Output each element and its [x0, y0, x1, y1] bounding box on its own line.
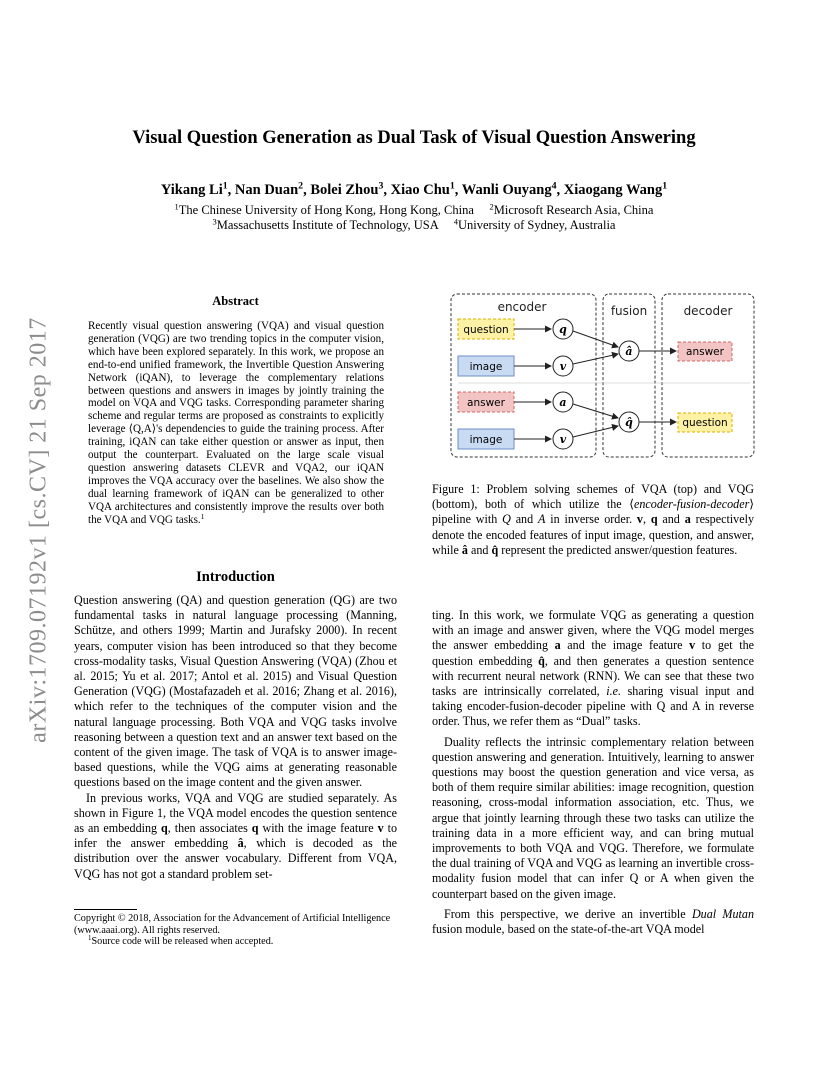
- affil-sup: 2: [489, 201, 494, 212]
- fusion-box: [603, 294, 655, 457]
- section-heading-introduction: Introduction: [196, 569, 275, 585]
- author-sup: 1: [449, 180, 455, 192]
- author-sup: 2: [298, 180, 304, 192]
- affiliation-line-2: [0, 218, 828, 233]
- affiliation: The Chinese University of Hong Kong, Hong Kong, China: [178, 203, 474, 217]
- right-column-text: [432, 608, 754, 937]
- abstract-heading: Abstract: [212, 294, 259, 308]
- paragraph: Question answering (QA) and question generation (QG) are two fundamental tasks in natural language processing (Manning, Schütze, and others 1999; Martin and Jurafsky 2000). In recent years, computer vision has been introduced so that they become cross-modality tasks, Visual Question Answering (VQA) (Zhou et al. 2015; Yu et al. 2017; Antol et al. 2015) and Visual Question Generation (VQG) (Mostafazadeh et al. 2016; Zhang et al. 2016), which refer to the techniques of the computer vision and the natural language processing. Both VQA and VQG tasks involve reasoning between a question text and an answer text based on the content of the given image. The task of VQA is to answer image-based questions, while the VQG aims at generating reasonable questions based on the image content and the given answer.: [74, 593, 397, 790]
- answer-input-label: answer: [467, 397, 505, 409]
- paragraph: Duality reflects the intrinsic complementary relation between question answering and generation. Intuitively, learning to answer questions may boost the question generation and vice versa, as both of them require similar abilities: image recognition, question reasoning, cross-modal information association, etc. Thus, we argue that jointly learning through these two tasks can utilize the training data in a more efficient way, and can bring mutual improvements to both VQA and VQG. Therefore, we formulate the dual training of VQA and VQG as learning an invertible cross-modality fusion model that can infer Q or A when given the counterpart based on the given image.: [432, 734, 754, 901]
- math-q: q: [251, 821, 259, 836]
- answer-output-label: answer: [686, 346, 724, 358]
- affiliation: Microsoft Research Asia, China: [493, 203, 654, 217]
- affil-sup: 4: [453, 216, 458, 227]
- footnote-mark: 1: [200, 511, 205, 521]
- affiliation-line-1: [0, 203, 828, 218]
- arxiv-sidebar: [24, 300, 54, 760]
- affil-sup: 1: [174, 201, 179, 212]
- figure-1-diagram: [450, 291, 756, 461]
- author-sup: 4: [551, 180, 557, 192]
- intro-text: [74, 593, 397, 882]
- footnote-rule: [74, 909, 137, 910]
- math-v: v: [377, 821, 384, 836]
- figure-1-caption: Figure 1: Problem solving schemes of VQA (top) and VQG (bottom), both of which utilize the ⟨encoder-fusion-decoder⟩ pipeline with Q and A in inverse order. v, q and a respectively denote the encoded features of input image, question, and answer, while â and q̂ represent the predicted answer/question features.: [432, 482, 755, 557]
- author: Wanli Ouyang: [461, 182, 552, 198]
- a-hat-node-label: â: [625, 345, 633, 358]
- abstract-body: [88, 320, 384, 527]
- paragraph: In previous works, VQA and VQG are studied separately. As shown in Figure 1, the VQA model encodes the question sentence as an embedding q, then associates q with the image feature v to infer the answer embedding â, which is decoded as the distribution over the answer vocabulary. Different from VQA, VQG has not got a standard problem set-: [74, 790, 397, 881]
- math-a: a: [554, 638, 561, 653]
- arxiv-identifier: arXiv:1709.07192v1 [cs.CV] 21 Sep 2017: [25, 317, 52, 743]
- author-list: Yikang Li$^1$, Nan Duan$^2$, Bolei Zhou$^3$, Xiao Chu$^1$, Wanli Ouyang$^4$, Xiaogang Wang$^1$: [160, 180, 668, 198]
- author: Yikang Li: [160, 182, 223, 198]
- paragraph: From this perspective, we derive an invertible Dual Mutan fusion module, based on the state-of-the-art VQA model: [432, 906, 754, 937]
- question-output-label: question: [682, 417, 728, 429]
- affil-sup: 3: [212, 216, 217, 227]
- image-input-label-2: image: [469, 434, 503, 446]
- decoder-header: decoder: [683, 304, 733, 318]
- footnote-1: $^1$Source code will be released when accepted.: [88, 935, 274, 948]
- v-node-label-2: v: [559, 433, 567, 446]
- q-hat-node-label: q̂: [625, 416, 633, 429]
- author: Xiao Chu: [390, 182, 450, 198]
- author-sup: 3: [378, 180, 384, 192]
- abstract-text: Recently visual question answering (VQA) and visual question generation (VQG) are two trending topics in the computer vision, which have been explored separately. In this work, we propose an end-to-end unified framework, the Invertible Question Answering Network (iQAN), to leverage the complementary relations between questions and answers in images by jointly training the model on VQA and VQG tasks. Corresponding parameter sharing scheme and regular terms are proposed as constraints to explicitly leverage ⟨Q,A⟩'s dependencies to guide the training process. After training, iQAN can take either question or answer as input, then output the counterpart. Evaluated on the large scale visual question answering datasets CLEVR and VQA2, our iQAN improves the VQA accuracy over the baselines. We also show the dual learning framework of iQAN can be generalized to other VQA architectures and consistently improve the results over both the VQA and VQG tasks.: [88, 320, 384, 526]
- author-sup: 1: [662, 180, 668, 192]
- affiliation: University of Sydney, Australia: [457, 218, 616, 232]
- paragraph: ting. In this work, we formulate VQG as generating a question with an image and answer given, where the VQG model merges the answer embedding a and the image feature v to get the question embedding q̂, and then generates a question sentence with recurrent neural network (RNN). We can see that these two tasks are intrinsically correlated, i.e. sharing visual input and taking encoder-fusion-decoder pipeline with Q and A in reverse order. Thus, we refer them as “Dual” tasks.: [432, 608, 755, 729]
- math-ahat: â: [237, 836, 244, 851]
- question-input-label: question: [463, 324, 509, 336]
- fusion-header: fusion: [610, 304, 648, 318]
- affiliation: Massachusetts Institute of Technology, USA: [216, 218, 439, 232]
- q-node-label: q: [559, 323, 567, 336]
- copyright-notice: Copyright © 2018, Association for the Advancement of Artificial Intelligence (www.aaai.org). All rights reserved.: [74, 913, 391, 936]
- math-v: v: [689, 638, 696, 653]
- math-qhat: q̂: [538, 653, 545, 668]
- math-q: q: [161, 821, 168, 836]
- encoder-header: encoder: [497, 300, 547, 314]
- author: Bolei Zhou: [310, 182, 379, 198]
- author: Nan Duan: [234, 182, 299, 198]
- a-node-label: a: [559, 396, 567, 409]
- author-sup: 1: [222, 180, 228, 192]
- footnotes: [74, 913, 397, 948]
- decoder-box: [662, 294, 754, 457]
- v-node-label: v: [559, 360, 567, 373]
- author: Xiaogang Wang: [563, 182, 663, 198]
- paper-title: Visual Question Generation as Dual Task of Visual Question Answering: [132, 128, 696, 148]
- image-input-label: image: [469, 361, 503, 373]
